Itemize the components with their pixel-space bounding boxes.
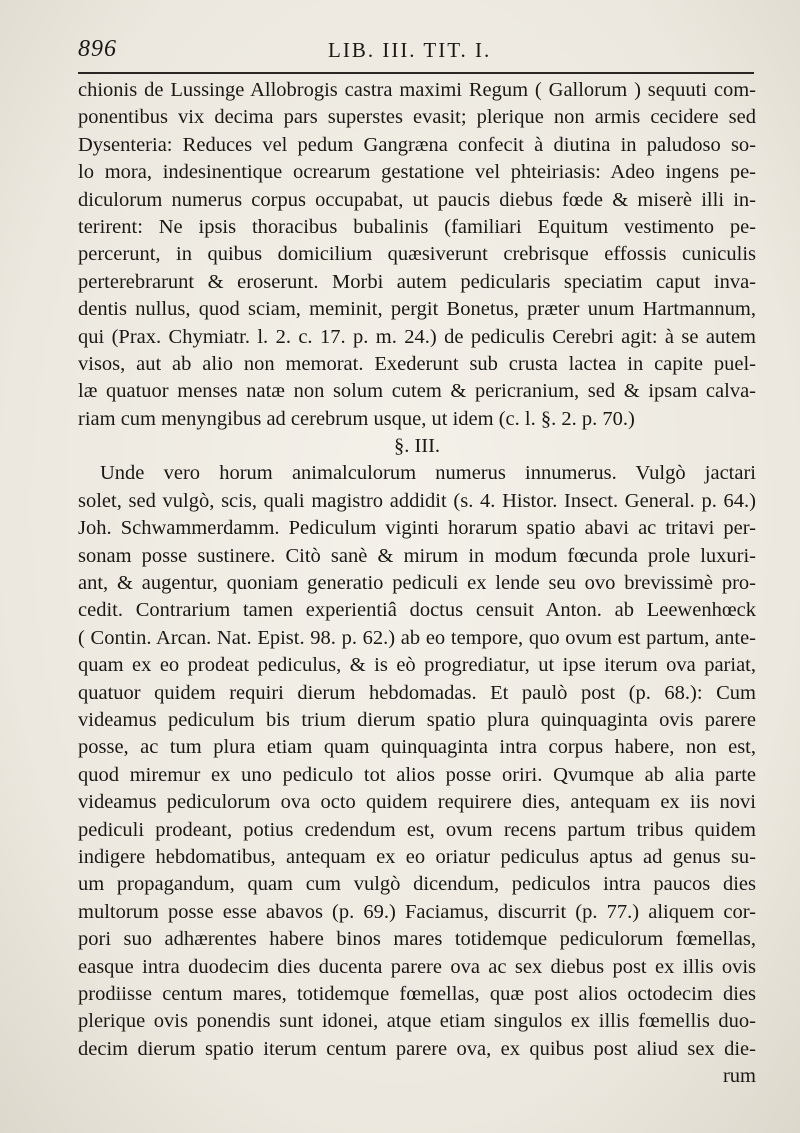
- text-line: pori suo adhærentes habere binos mares totidemque pediculorum fœmellas,: [78, 928, 756, 951]
- text-line: quam ex eo prodeat pediculus, & is eò progrediatur, ut ipse iterum ova pariat,: [78, 654, 756, 677]
- text-line: lo mora, indesinentique ocrearum gestatione vel phteiriasis: Adeo ingens pe-: [78, 161, 756, 184]
- text-line: solet, sed vulgò, scis, quali magistro addidit (s. 4. Histor. Insect. General. p. 64.): [78, 489, 756, 512]
- text-line: pediculi prodeant, potius credendum est, ovum recens partum tribus quidem: [78, 818, 756, 841]
- text-line: Joh. Schwammerdamm. Pediculum viginti horarum spatio abavi ac tritavi per-: [78, 517, 756, 540]
- text-line: ant, & augentur, quoniam generatio pediculi ex lende seu ovo brevissimè pro-: [78, 572, 756, 595]
- text-line: ponentibus vix decima pars superstes evasit; plerique non armis cecidere sed: [78, 106, 756, 129]
- text-line: Unde vero horum animalculorum numerus innumerus. Vulgò jactari: [100, 462, 756, 485]
- text-line: quod miremur ex uno pediculo tot alios posse oriri. Qvumque ab alia parte: [78, 763, 756, 786]
- text-line: indigere hebdomatibus, antequam ex eo oriatur pediculus aptus ad genus su-: [78, 845, 756, 868]
- section-heading: §. III.: [393, 435, 441, 458]
- header-rule: [78, 72, 754, 74]
- text-line: terirent: Ne ipsis thoracibus bubalinis (familiari Equitum vestimento pe-: [78, 215, 756, 238]
- text-line: videamus pediculum bis trium dierum spatio plura quinquaginta ovis parere: [78, 708, 756, 731]
- text-line: decim dierum spatio iterum centum parere ova, ex quibus post aliud sex die-: [78, 1037, 756, 1060]
- text-line: riam cum menyngibus ad cerebrum usque, ut idem (c. l. §. 2. p. 70.): [78, 407, 635, 430]
- text-line: videamus pediculorum ova octo quidem requirere dies, antequam ex iis novi: [78, 791, 756, 814]
- text-line: plerique ovis ponendis sunt idonei, atque etiam singulos ex illis fœmellis duo-: [78, 1010, 756, 1033]
- text-line: prodiisse centum mares, totidemque fœmellas, quæ post alios octodecim dies: [78, 982, 756, 1005]
- text-line: cedit. Contrarium tamen experientiâ doctus censuit Anton. ab Leewenhœck: [78, 599, 756, 622]
- page-number: 896: [78, 36, 117, 62]
- text-line: perterebrarunt & eroserunt. Morbi autem pedicularis speciatim caput inva-: [78, 270, 756, 293]
- text-line: Dysenteria: Reduces vel pedum Gangræna confecit à diutina in paludoso so-: [78, 133, 756, 156]
- text-line: sonam posse sustinere. Citò sanè & mirum in modum fœcunda prole luxuri-: [78, 544, 756, 567]
- text-line: um propagandum, quam cum vulgò dicendum, pediculos intra paucos dies: [78, 873, 756, 896]
- running-head: LIB. III. TIT. I.: [328, 38, 492, 62]
- text-line: ( Contin. Arcan. Nat. Epist. 98. p. 62.) ab eo tempore, quo ovum est partum, ante-: [78, 626, 756, 649]
- text-line: diculorum numerus corpus occupabat, ut paucis diebus fœde & miserè illi in-: [78, 188, 756, 211]
- page-header: [78, 36, 758, 72]
- text-line: quatuor quidem requiri dierum hebdomadas. Et paulò post (p. 68.): Cum: [78, 681, 756, 704]
- text-line: visos, aut ab alio non memorat. Exederunt sub crusta lactea in capite puel-: [78, 352, 756, 375]
- catchword: rum: [722, 1065, 756, 1088]
- text-line: qui (Prax. Chymiatr. l. 2. c. 17. p. m. 24.) de pediculis Cerebri agit: à se autem: [78, 325, 756, 348]
- text-line: multorum posse esse abavos (p. 69.) Faciamus, discurrit (p. 77.) aliquem cor-: [78, 900, 756, 923]
- text-line: posse, ac tum plura etiam quam quinquaginta intra corpus habere, non est,: [78, 736, 756, 759]
- text-line: dentis nullus, quod sciam, meminit, pergit Bonetus, præter unum Hartmannum,: [78, 298, 756, 321]
- text-line: percerunt, in quibus domicilium quæsiverunt crebrisque effossis cuniculis: [78, 243, 756, 266]
- body-text: [78, 77, 756, 1090]
- text-line: læ quatuor menses natæ non solum cutem & pericranium, sed & ipsam calva-: [78, 380, 756, 403]
- text-line: chionis de Lussinge Allobrogis castra maximi Regum ( Gallorum ) sequuti com-: [78, 79, 756, 101]
- text-line: easque intra duodecim dies ducenta parere ova ac sex diebus post ex illis ovis: [78, 955, 756, 978]
